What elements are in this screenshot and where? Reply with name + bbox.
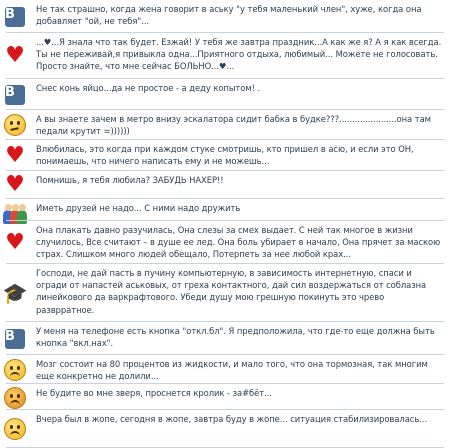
item-text: ...♥...Я знала что так будет. Езжай! У тебя же завтра праздник...А как же я? А я как всегда. Ты не переживай,я привыкла одна...Приятного отдыха, любимый... Можете не голосовать. Просто знайте, что мне сейчас БОЛЬНО...♥... [36,37,442,72]
list-item[interactable] [0,221,450,264]
item-text: Помнишь, я тебя любила? ЗАБУДЬ НАХЕР!! [36,175,224,185]
item-text: Снес конь яйцо...да не простое - а деду копытом! . [36,83,261,93]
item-text: Она плакать давно разучилась, Она слезы за смех выдает. С ней так многое в жизни случилось, Все считают – в душе ее лед. Она боль убирает в начало, Она прячет за маскою страх. Слишком много людей обещало, Потерпеть за нее любой крах... [36,225,441,260]
item-text: У меня на телефоне есть кнопка "откл.бл". Я предположила, что где-то еще должна быть кнопка "вкл.нах". [36,326,435,349]
item-text: Не так страшно, когда жена говорит в аську "у тебя маленький член", хуже, когда она добавляет "ой, не тебя"... [36,4,422,27]
heart-icon: ♥ [5,142,25,168]
item-text: Иметь друзей не надо... С ними надо дружить [36,203,241,213]
vk-logo-icon: В [5,7,25,27]
item-icon [3,417,27,441]
item-text: Вчера был в жопе, сегодня в жопе, завтра буду в жопе... ситуация стабилизировалась... [36,414,428,424]
vk-logo-icon: В [5,329,25,349]
list-item[interactable] [0,384,450,410]
list-item[interactable] [0,171,450,199]
item-icon [3,144,27,168]
vk-logo-icon: В [5,85,25,105]
list-item[interactable] [0,199,450,221]
list-item[interactable] [0,110,450,140]
graduation-cap-icon: 🎓 [2,281,28,305]
item-text: Влюбилась, это когда при каждом стуке смотришь, кто пришел в асю, и если это ОН, понимаешь, что ничего написать ему и не можешь... [36,144,414,167]
item-icon [3,358,27,382]
list-item[interactable] [0,355,450,384]
list-item[interactable] [0,33,450,79]
heart-icon: ♥ [5,43,25,68]
sad-smiley-icon [4,359,26,381]
item-icon [3,386,27,410]
list-item[interactable] [0,322,450,355]
item-icon [3,281,27,305]
item-icon [3,44,27,68]
item-icon [3,83,27,107]
list-item[interactable] [0,79,450,110]
item-text: Мозг состоит на 80 процентов из жидкости, и мало того, что она тормозная, так многим еще конкретно не долили... [36,359,428,382]
sad-smiley-icon [4,418,26,440]
item-icon [3,5,27,29]
heart-icon: ♥ [5,172,25,197]
list-item[interactable] [0,410,450,448]
item-icon [3,327,27,351]
list-item[interactable] [0,140,450,171]
list-item[interactable] [0,264,450,322]
item-icon [3,173,27,197]
item-icon [3,113,27,137]
item-text: А вы знаете зачем в метро внизу эскалатора сидит бабка в будке???......................она там педали крутит =)))))) [36,114,431,137]
confused-smiley-icon [4,114,26,136]
list-item[interactable] [0,0,450,33]
heart-icon: ♥ [5,229,25,255]
angry-smiley-icon [4,387,26,409]
item-text: Господи, не дай пасть в пучину компьютерную, в зависимость интернетную, спаси и огради от напастей аськовых, от греха контактного, дай сил воздержаться от соблазна линейкового да варкрафтового. Убеди душу мою грешную покинуть это чрево разврратное. [36,268,427,315]
item-text: Не будите во мне зверя, проснется кролик - за#бёт... [36,388,272,398]
item-icon [3,231,27,255]
